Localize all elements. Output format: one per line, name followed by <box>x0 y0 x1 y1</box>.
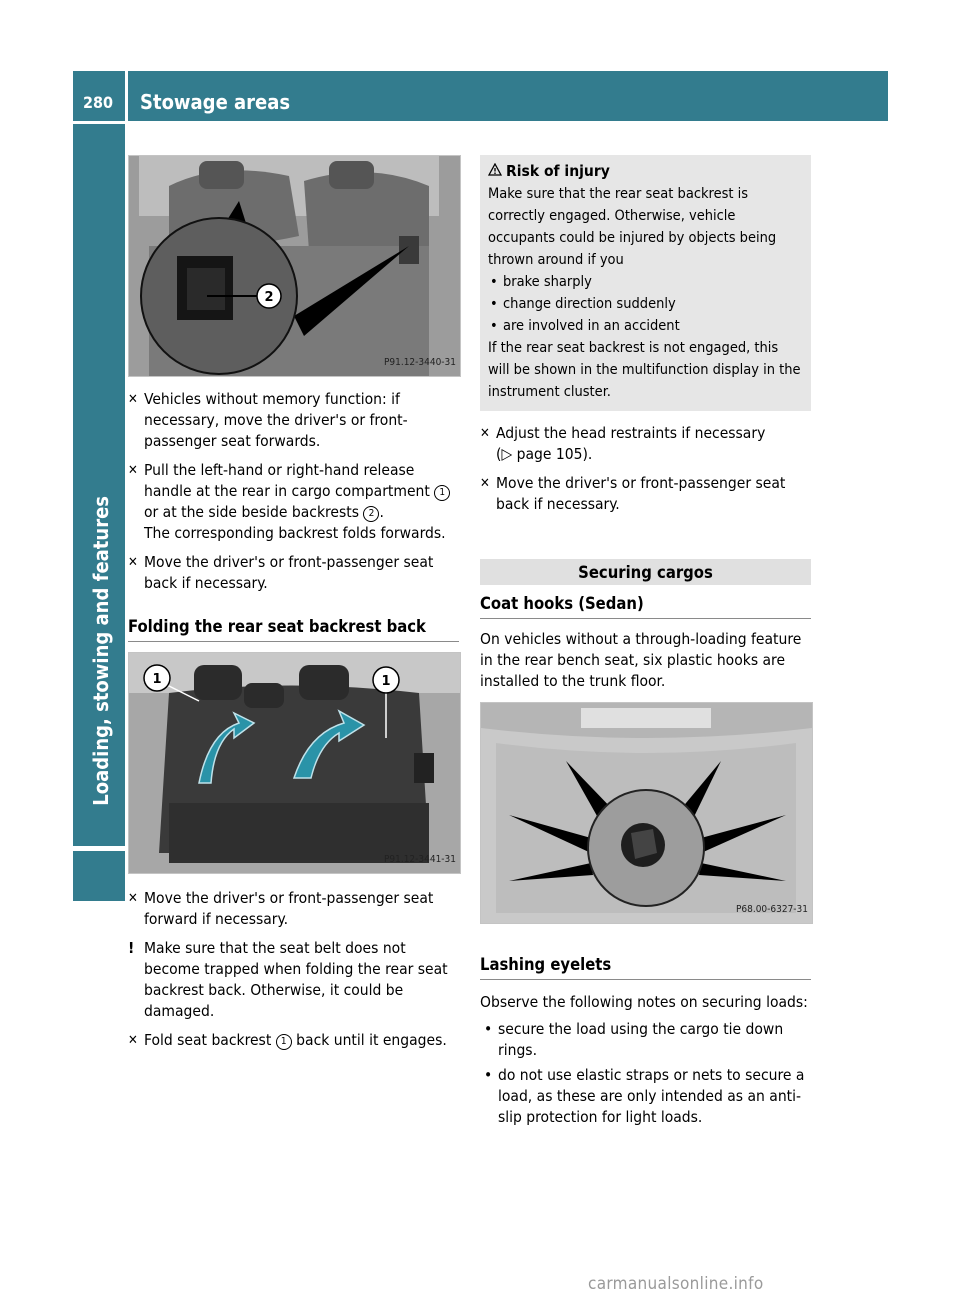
step-item <box>128 1030 459 1051</box>
step-text: Pull the left-hand or right-hand release handle at the rear in cargo compartment <box>144 461 430 500</box>
step-item <box>128 888 459 930</box>
bullet-icon: • <box>484 1066 493 1084</box>
step-text: Adjust the head restraints if necessary <box>496 424 766 442</box>
step-arrow-icon: ✕ <box>128 463 138 478</box>
step-arrow-icon: ✕ <box>128 891 138 906</box>
figure-coat-hooks <box>480 702 813 924</box>
step-arrow-icon: ✕ <box>128 392 138 407</box>
warning-text: Make sure that the rear seat backrest is correctly engaged. Otherwise, vehicle occupants could be injured by objects being thrown around if you <box>488 186 777 268</box>
warning-bullet-text: brake sharply <box>503 274 592 290</box>
callout-1: 1 <box>381 674 391 689</box>
step-item <box>128 389 459 452</box>
step-item <box>128 460 459 544</box>
figure-code: P91.12-3440-31 <box>383 357 456 368</box>
list-item-text: secure the load using the cargo tie down rings. <box>498 1020 784 1059</box>
step-text: back until it engages. <box>296 1031 447 1049</box>
figure-code: P91.12-3441-31 <box>383 854 456 865</box>
step-text: Move the driver's or front-passenger seat back if necessary. <box>496 474 786 513</box>
list-item-text: do not use elastic straps or nets to secure a load, as these are only intended as an anti-slip protection for light loads. <box>498 1066 805 1126</box>
warning-bullet <box>488 271 803 293</box>
side-tab-label: Loading, stowing and features <box>89 496 113 806</box>
step-text: or at the side beside backrests <box>144 503 359 521</box>
callout-mark-1: 1 <box>434 485 450 501</box>
step-text: Move the driver's or front-passenger seat back if necessary. <box>144 553 434 592</box>
step-result: The corresponding backrest folds forwards. <box>144 524 446 542</box>
bullet-icon: • <box>490 318 498 334</box>
right-column <box>480 155 811 1132</box>
warning-triangle-icon <box>488 161 506 183</box>
side-tab <box>73 124 125 846</box>
step-item <box>480 473 811 515</box>
header-bar <box>128 71 888 121</box>
step-item <box>480 423 811 465</box>
note-item <box>128 938 459 1022</box>
page-reference: (▷ page 105). <box>496 445 593 463</box>
seat-release-illustration <box>129 156 460 376</box>
step-arrow-icon: ✕ <box>480 426 490 441</box>
side-tab-marker <box>73 851 125 901</box>
step-text: Fold seat backrest <box>144 1031 272 1049</box>
step-text: Vehicles without memory function: if necessary, move the driver's or front-passenger seat forwards. <box>144 390 408 450</box>
lashing-intro: Observe the following notes on securing loads: <box>480 993 808 1011</box>
page-title: Stowage areas <box>140 90 291 114</box>
coat-hooks-text: On vehicles without a through-loading feature in the rear bench seat, six plastic hooks are installed to the trunk floor. <box>480 630 802 690</box>
callout-1: 1 <box>152 672 162 687</box>
step-arrow-icon: ✕ <box>128 555 138 570</box>
trunk-hooks-illustration <box>481 703 812 923</box>
step-item <box>128 552 459 594</box>
bullet-icon: • <box>490 274 498 290</box>
warning-footer: If the rear seat backrest is not engaged, this will be shown in the multifunction display in the instrument cluster. <box>488 340 801 400</box>
page-number-box <box>73 71 125 121</box>
page-number: 280 <box>83 93 114 112</box>
heading-fold-back: Folding the rear seat backrest back <box>128 616 459 642</box>
warning-box <box>480 155 811 411</box>
bullet-icon: • <box>484 1020 493 1038</box>
heading-lashing: Lashing eyelets <box>480 954 811 980</box>
backrest-fold-illustration <box>129 653 460 873</box>
warning-bullet <box>488 315 803 337</box>
list-item <box>480 1065 811 1128</box>
warning-bullet <box>488 293 803 315</box>
warning-title: Risk of injury <box>506 162 610 180</box>
step-arrow-icon: ✕ <box>128 1033 138 1048</box>
bullet-icon: • <box>490 296 498 312</box>
figure-release-handle <box>128 155 461 377</box>
figure-code: P68.00-6327-31 <box>735 904 808 915</box>
section-heading: Securing cargos <box>480 559 811 585</box>
left-column <box>128 155 459 1059</box>
watermark: carmanualsonline.info <box>588 1274 764 1294</box>
callout-2: 2 <box>264 290 274 305</box>
callout-mark-2: 2 <box>363 506 379 522</box>
callout-mark-1: 1 <box>276 1034 292 1050</box>
step-text: Move the driver's or front-passenger seat forward if necessary. <box>144 889 434 928</box>
caution-icon: ! <box>128 939 135 957</box>
list-item <box>480 1019 811 1061</box>
step-arrow-icon: ✕ <box>480 476 490 491</box>
step-text: . <box>379 503 384 521</box>
heading-coat-hooks: Coat hooks (Sedan) <box>480 593 811 619</box>
warning-bullet-text: change direction suddenly <box>503 296 676 312</box>
figure-backrest-fold <box>128 652 461 874</box>
note-text: Make sure that the seat belt does not become trapped when folding the rear seat backrest back. Otherwise, it could be damaged. <box>144 939 448 1020</box>
warning-bullet-text: are involved in an accident <box>503 318 680 334</box>
